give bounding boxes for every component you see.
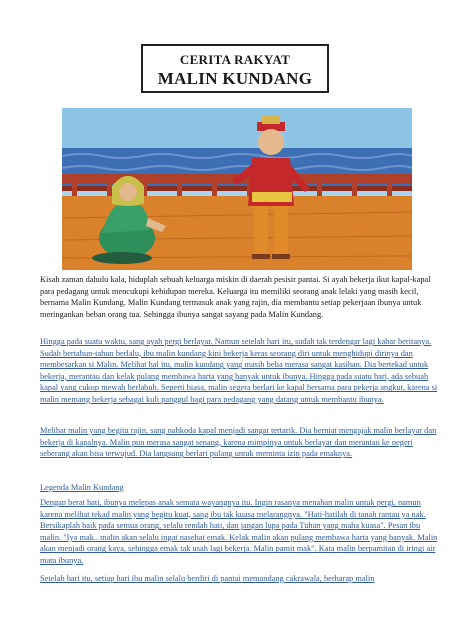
page-title: MALIN KUNDANG bbox=[157, 69, 313, 88]
intro-paragraph: Kisah zaman dahulu kala, hiduplah sebuah keluarga miskin di daerah pesisir pantai. Si ayah bekerja ikut kapal-kapal para pedagang untuk mencukupi kehidupan mereka. Keluarga itu memiliki seorang anak lelaki yang masih kecil, bernama Malin Kundang. Malin Kundang termasuk anak yang rajin, dia membantu setiap pekerjaan ibunya untuk meringankan beban orang tua. Sehingga ibunya sangat sayang pada Malin Kundang. bbox=[40, 275, 431, 319]
story-paragraph-link[interactable]: Melihat malin yang begitu rajin, sang nahkoda kapal menjadi sangat tertarik. Dia berniat mengajak malin berlayar dan bekerja di kapalnya. Malin pun merasa sangat senang, karena mimpinya untuk berlayar dan merantau ke negeri seberang akan bisa terwujud. Dia langsung berlari pulang untuk meminta izin pada emaknya. bbox=[40, 426, 437, 459]
illustration-image bbox=[62, 108, 412, 270]
title-box bbox=[141, 44, 329, 93]
story-label: CERITA RAKYAT bbox=[179, 52, 291, 67]
story-paragraph-link[interactable]: Setelah hari itu, setiap hari ibu malin selalu berdiri di pantai memandang cakrawala, berharap malin bbox=[40, 574, 375, 583]
section-heading-link[interactable]: Legenda Malin Kundang bbox=[40, 483, 124, 492]
story-paragraph-link[interactable]: Hingga pada suatu waktu, sang ayah pergi berlayar. Namun setelah hari itu, sudah tak terdengar lagi kabar beritanya. Sudah bertahun-tahun berlalu, ibu malin kundang kini bekerja keras seorang diri untuk menghidupi dirinya dan membesarkan si Malin. Melihat hal itu, malin kundang yang masih belia merasa sangat kasihan. Dia bertekad untuk bekerja, merantau dan kelak pulang membawa harta yang banyak untuk ibunya. Hingga pada suatu hari, ada sebuah kapal yang cukup mewah berlabuh. Seperti biasa, malin segera berlari ke kapal bersama para pekerja angkut, karena si malin memang bekerja sebagai kuli panggul bagi para pedagang yang datang untuk membantu ibunya. bbox=[40, 337, 438, 404]
story-paragraph-link[interactable]: Dengan berat hati, ibunya melepas anak semata wayangnya itu. Ingin rasanya menahan malin untuk pergi, namun karena melihat tekad malin yang begitu kuat, sang ibu tak kuasa melarangnya. "Hati-hatilah di tanah rantau ya nak. Bersikaplah baik pada semua orang, selalu rendah hati, dan jangan lupa pada Tuhan yang maha kuasa". Pesan ibu malin. "Iya mak.. malin akan selalu ingat nasehat emak. Kelak malin akan pulang membawa harta yang banyak. Malin akan menjadi orang kaya, sehingga emak tak usah lagi bekerja. Malin pamit mak". Kata malin berpamitan di iringi air mata ibunya. bbox=[40, 498, 438, 565]
